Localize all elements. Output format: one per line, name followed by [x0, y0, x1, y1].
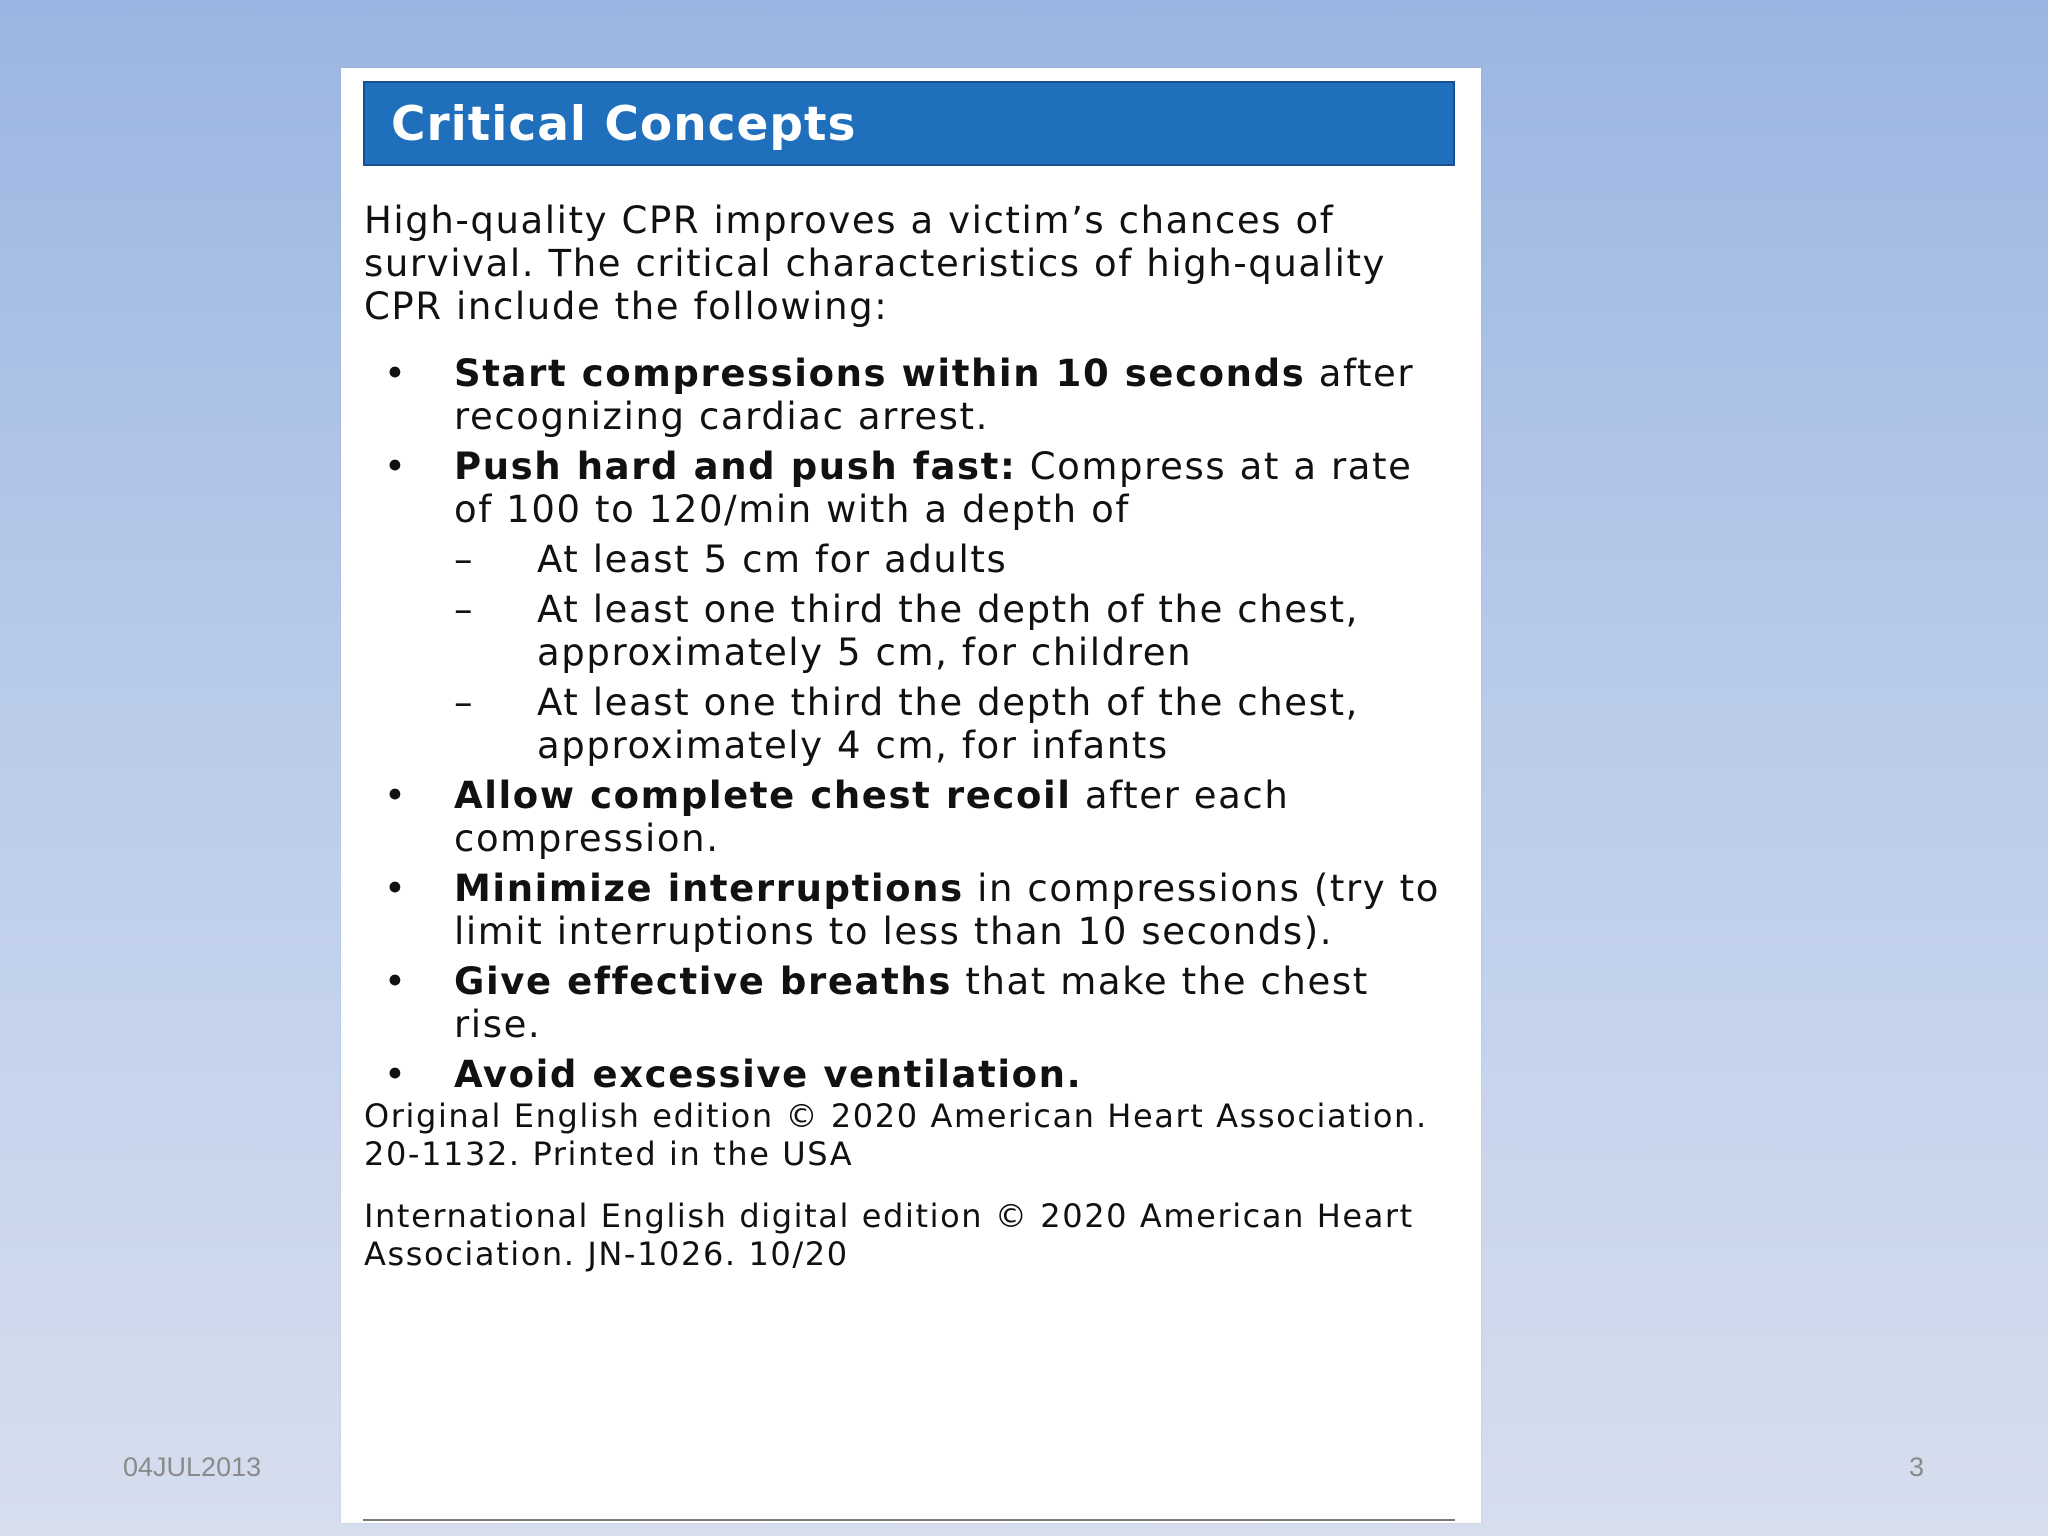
bullet-icon: •: [384, 960, 408, 1003]
bullet-bold-text: Minimize interruptions: [454, 867, 964, 910]
section-header: [363, 81, 1455, 166]
bullet-list: [364, 352, 1464, 1096]
copyright-digital: International English digital edition © 2020 American Heart Association. JN-1026. 10/20: [364, 1197, 1414, 1273]
dash-icon: –: [454, 538, 475, 581]
bullet-icon: •: [384, 352, 408, 395]
bullet-item-start-compressions: [364, 352, 1464, 438]
bullet-item-push-hard: [364, 445, 1464, 767]
bullet-item-effective-breaths: [364, 960, 1464, 1046]
bullet-bold-text: Push hard and push fast:: [454, 445, 1017, 488]
bottom-divider: [363, 1519, 1455, 1521]
bullet-icon: •: [384, 774, 408, 817]
intro-paragraph: High-quality CPR improves a victim’s chances of survival. The critical characteristics of high-quality CPR include the following:: [364, 199, 1387, 328]
sub-list: [454, 538, 1464, 767]
slide-page-number: 3: [1909, 1452, 1925, 1482]
bullet-item-chest-recoil: [364, 774, 1464, 860]
slide-date: 04JUL2013: [123, 1452, 262, 1482]
dash-icon: –: [454, 681, 475, 724]
bullet-bold-text: Start compressions within 10 seconds: [454, 352, 1306, 395]
document-content: [364, 199, 1464, 1273]
bullet-item-minimize-interruptions: [364, 867, 1464, 953]
sub-item-text: At least one third the depth of the chest, approximately 4 cm, for infants: [537, 681, 1359, 767]
dash-icon: –: [454, 588, 475, 631]
header-title: Critical Concepts: [391, 97, 857, 152]
bullet-icon: •: [384, 867, 408, 910]
sub-item-text: At least 5 cm for adults: [537, 538, 1008, 581]
bullet-icon: •: [384, 445, 408, 488]
bullet-bold-text: Give effective breaths: [454, 960, 952, 1003]
bullet-text: in compressions (try to limit interruptions to less than 10 seconds).: [454, 867, 1441, 953]
bullet-text: Compress at a rate of 100 to 120/min with a depth of: [454, 445, 1413, 531]
bullet-text: after recognizing cardiac arrest.: [454, 352, 1415, 438]
bullet-bold-text: Avoid excessive ventilation.: [454, 1053, 1083, 1096]
bullet-bold-text: Allow complete chest recoil: [454, 774, 1072, 817]
sub-item-text: At least one third the depth of the chest, approximately 5 cm, for children: [537, 588, 1359, 674]
sub-item-adults: [454, 538, 1387, 581]
bullet-text: that make the chest rise.: [454, 960, 1369, 1046]
sub-item-infants: [454, 681, 1387, 767]
bullet-icon: •: [384, 1053, 408, 1096]
sub-item-children: [454, 588, 1387, 674]
bullet-text: after each compression.: [454, 774, 1290, 860]
bullet-item-avoid-ventilation: [364, 1053, 1464, 1096]
document-card: [341, 68, 1481, 1523]
copyright-original: Original English edition © 2020 American Heart Association. 20-1132. Printed in the USA: [364, 1097, 1428, 1173]
